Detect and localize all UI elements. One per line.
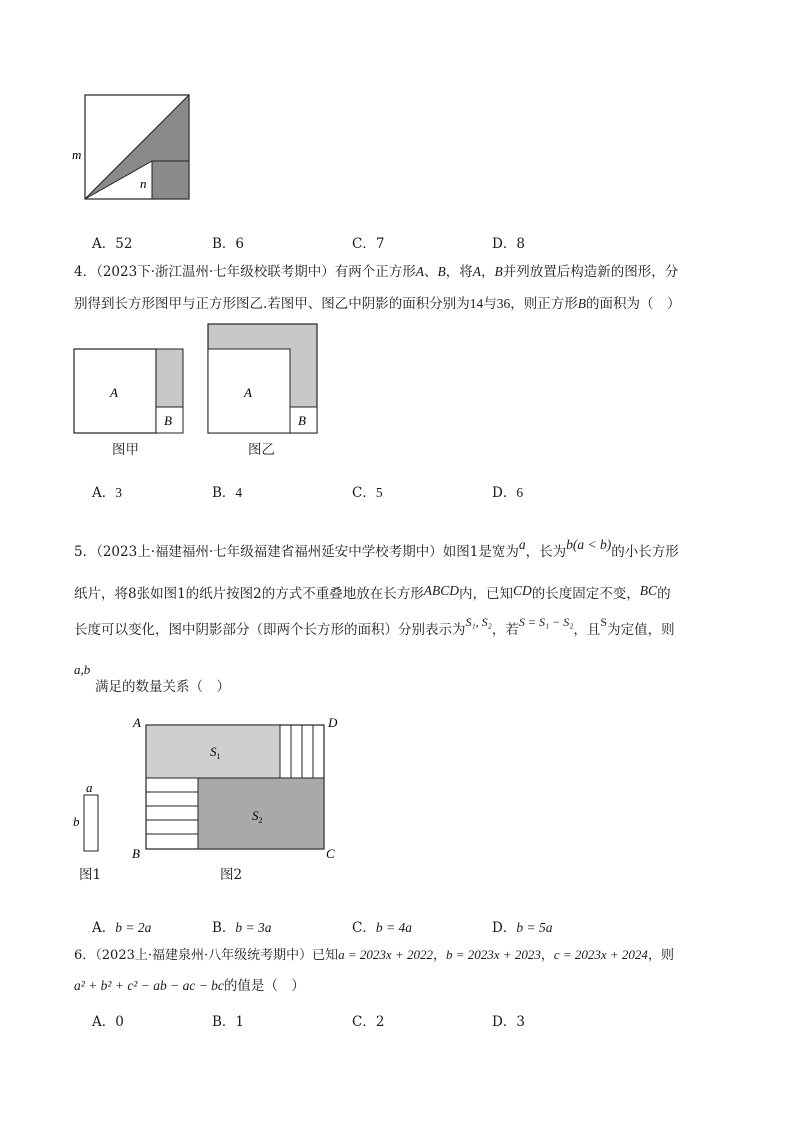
q3-option-a[interactable]: A．52	[92, 236, 133, 252]
q5-stem-line3: 长度可以变化，图中阴影部分（即两个长方形的面积）分别表示为S₁, S₂，若S = S₁ − S₂，且S为定值，则	[74, 615, 675, 638]
q5-number: 5．	[74, 544, 97, 560]
q5-fig2-s2-region	[198, 778, 324, 849]
q4-figure-jia-svg	[72, 347, 187, 437]
q6-option-a[interactable]: A．0	[92, 1014, 124, 1030]
q5-fig2-label-c: C	[326, 846, 335, 861]
q4-number: 4．	[74, 264, 97, 280]
q5-option-d[interactable]: D．b = 5a	[492, 920, 553, 936]
q6-number: 6．	[74, 948, 96, 963]
q3-label-n: n	[140, 176, 147, 191]
q5-fig1-svg	[72, 780, 122, 855]
q5-stem-line4: 满足的数量关系（ ）	[95, 679, 230, 695]
q3-shaded-square	[152, 161, 189, 199]
q5-stem-line1: 5．（2023上·福建福州·七年级福建省福州延安中学校考期中）如图1是宽为a，长为b(a < b)的小长方形	[74, 537, 679, 560]
q5-source: （2023上·福建福州·七年级福建省福州延安中学校考期中）	[96, 544, 443, 560]
q5-stem-line2: 纸片，将8张如图1的纸片按图2的方式不重叠地放在长方形ABCD内，已知CD的长度固定不变，BC的	[74, 583, 671, 602]
q5-figure-1	[72, 780, 122, 883]
q5-fig2-caption: 图2	[220, 867, 243, 883]
q4-figure-yi-svg	[206, 322, 321, 437]
q4-jia-shaded	[156, 349, 183, 407]
q3-label-m: m	[72, 147, 82, 162]
q4-yi-caption: 图乙	[248, 442, 275, 458]
q6-stem-line1: 6．（2023上·福建泉州·八年级统考期中）已知a = 2023x + 2022，b = 2023x + 2023，c = 2023x + 2024，则	[74, 947, 674, 963]
q5-fig2-svg	[128, 713, 348, 863]
q5-fig1-label-a: a	[86, 780, 93, 795]
q3-option-d[interactable]: D．8	[492, 236, 525, 252]
q4-stem-line1: 4．（2023下·浙江温州·七年级校联考期中）有两个正方形A、B，将A，B并列放置后构造新的图形，分	[74, 264, 679, 280]
q5-figure-2	[128, 713, 348, 883]
q6-stem-line2: a² + b² + c² − ab − ac − bc的值是（ ）	[74, 978, 305, 994]
q6-option-c[interactable]: C．2	[352, 1014, 385, 1030]
q5-fig1-rect	[84, 795, 98, 851]
q4-jia-label-b: B	[164, 413, 172, 428]
q5-fig2-label-d: D	[328, 715, 338, 730]
q5-fig1-caption: 图1	[79, 867, 102, 883]
q4-figure-yi	[206, 322, 321, 457]
q4-jia-caption: 图甲	[112, 442, 139, 458]
q6-option-d[interactable]: D．3	[492, 1014, 525, 1030]
q5-fig1-label-b: b	[73, 814, 80, 829]
q6-option-b[interactable]: B．1	[212, 1014, 245, 1030]
q5-fig2-label-a: A	[133, 715, 141, 730]
q5-fig2-label-b: B	[132, 846, 140, 861]
q5-fig2-label-s2: $S_2$	[252, 808, 263, 825]
q4-stem-line2: 别得到长方形图甲与正方形图乙.若图甲、图乙中阴影的面积分别为14与36，则正方形B的面积为（ ）	[74, 296, 681, 312]
q5-option-b[interactable]: B．b = 3a	[212, 920, 272, 936]
q5-option-a[interactable]: A．b = 2a	[92, 920, 152, 936]
q4-yi-label-a: A	[244, 385, 252, 400]
q3-option-b[interactable]: B．6	[212, 236, 245, 252]
q4-figure-jia	[72, 347, 187, 457]
q4-option-a[interactable]: A．3	[92, 485, 122, 501]
q4-option-c[interactable]: C．5	[352, 485, 383, 501]
q3-figure-svg	[70, 93, 200, 203]
q4-jia-label-a: A	[110, 385, 118, 400]
q5-vars-ab: a,b	[74, 662, 91, 677]
q3-figure	[70, 93, 200, 203]
q4-yi-label-b: B	[298, 413, 306, 428]
q4-option-d[interactable]: D．6	[492, 485, 524, 501]
q4-option-b[interactable]: B．4	[212, 485, 243, 501]
q5-option-c[interactable]: C．b = 4a	[352, 920, 412, 936]
q6-source: （2023上·福建泉州·八年级统考期中）	[95, 948, 313, 963]
q3-option-c[interactable]: C．7	[352, 236, 385, 252]
q5-fig2-label-s1: $S_1$	[210, 744, 221, 761]
q4-source: （2023下·浙江温州·七年级校联考期中）	[96, 264, 335, 280]
